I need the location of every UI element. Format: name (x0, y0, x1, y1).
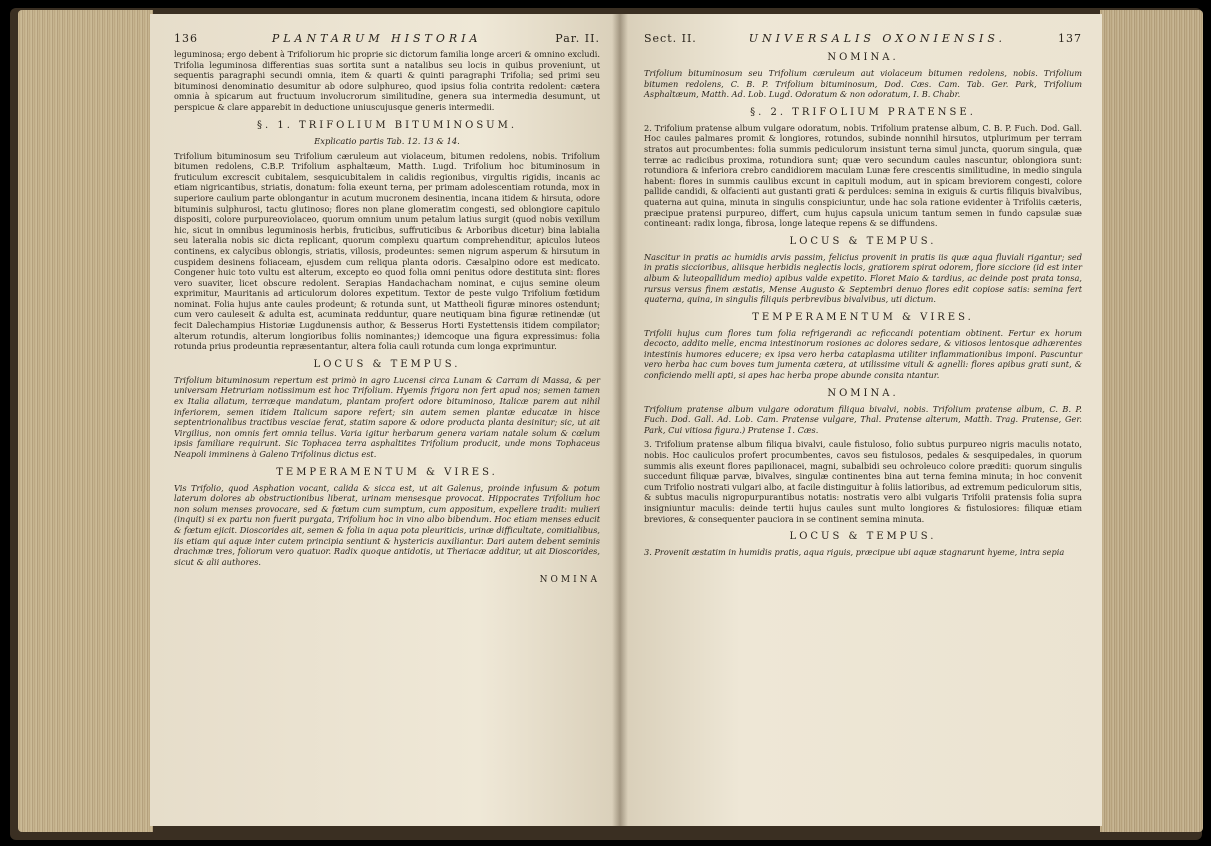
locus-heading-right: LOCUS & TEMPUS. (789, 235, 937, 247)
section-heading-1: §. 1. TRIFOLIUM BITUMINOSUM. (256, 119, 518, 131)
right-running-title: UNIVERSALIS OXONIENSIS. (748, 32, 1007, 45)
paragraph-3: 3. Trifolium pratense album filiqua bivalvi, caule fistuloso, folio subtus purpureo nigris maculis notato, nobis. Hoc cauliculos profert procumbentes, cavos seu fistulosos, pedales & sesquipedales, in quorum summis alis exeunt flores papilionacei, magni, subalbidi seu ochroleuco colore præditi: quorum singulis succedunt filiquæ parvæ, bivalves, singulæ continentes bina aut terna femina minuta; in hoc convenit cum Trifolio nostrati vulgari albo, at facile distinguitur à foliis latioribus, ad extremum pediculorum sitis, & subtus maculis nigropurpurantibus notatis: nostratis vero albi vulgaris Trifolii pratensis folia supra insigniuntur maculis: deinde tertii hujus caules sunt multo longiores & fistulosiores: filiquæ etiam breviores, & consequenter pauciora in se continent semina minuta. (644, 439, 1082, 524)
gutter-shadow (612, 14, 628, 826)
page-edges-right (1100, 10, 1203, 832)
right-running-head (644, 32, 1082, 45)
locus-heading-3: LOCUS & TEMPUS. (789, 531, 937, 543)
section-heading-2: §. 2. TRIFOLIUM PRATENSE. (750, 106, 976, 118)
left-running-title: PLANTARUM HISTORIA (271, 32, 482, 45)
nomina-text-1: Trifolium bituminosum seu Trifolium cæruleum aut violaceum bitumen redolens, nobis. Trifolium bitumen redolens, C. B. P. Trifolium bituminosum, Dod. Cæs. Cam. Tab. Ger. Park, Trifolium Asphaltæum, Matth. Ad. Lob. Lugd. Odoratum & non odoratum, I. B. Chabr. (644, 68, 1082, 100)
paragraph-1: Trifolium bituminosum seu Trifolium cæruleum aut violaceum, bitumen redolens, nobis. Trifolium bitumen redolens, C.B.P. Trifolium asphaltæum, Matth. Lugd. Trifolium hoc bituminosum in fruticulum excrescit cubitalem, sesquicubitalem in calidis regionibus, virgultis rigidis, incanis ac etiam nigricantibus, striatis, donatum: folia exeunt terna, per primam adolescentiam rotunda, mox in superiore caulium parte oblongantur in acutum mucronem desinentia, incana itidem & hirsuta, odore bituminis sulphurosi, tactu glutinoso; flores non plane glomeratim congesti, sed oblongiore capitulo dispositi, colore purpureoviolaceo, quorum omnium unum petalum latius surgit (quod nobis vexillum hic, sicut in omnibus leguminosis herbis, fruticibus, suffruticibus & Arboribus dicetur) bina labialia seu lateralia nobis sic dicta replicant, quorum complexu quartum comprehenditur, apiculos luteos continens, ex calycibus oblongis, striatis, villosis, prodeuntes: semen nigrum asperum & hirsutum in cuspidem desinens foliaceam, ejusdem cum reliqua planta odoris. Cæsalpino odore est medicato. Congener huic toto vultu est alterum, excepto eo quod folia omni penitus odore destituta sint: flores vero suaviter, licet obscure redolent. Serapias Handachacham nominat, e cujus semine oleum exprimitur, Mauritanis ad articulorum dolores expetitum. Textor de peste vulgo Trifolium fœtidum nominat. Folia hujus ante caules prodeunt; & rotunda sunt, ut Mattheoli figuræ minores ostendunt; cum vero cauleseit & adulta est, acuminata redduntur, quare neutiquam bina figuræ retinendæ (ut fecit Dalechampius Historiæ Lugdunensis author, & Besserus Horti Eystettensis itidem compilator; alterum rotundis, alterum longioribus foliis nominantes;) idemcoque una figura expressimus: folia rotunda prius prodeuntia repræsentantur, altera folia cauli rotunda cum longa exprimuntur. (174, 150, 600, 352)
locus-text-right: Nascitur in pratis ac humidis arvis passim, felicius provenit in pratis iis quæ aqua fluviali rigantur; sed in pratis siccioribus, aliisque herbidis neglectis locis, gratiorem spirat odorem, flore sicciore (id est inter album & luteopallidum medio) apibus valde expetito. Floret Maio & tardius, ac deinde post prata tonsa, rursus versus finem æstatis, Mense Augusto & Septembri denuo flores edit copiose satis: semina fert quaterna, quina, in singulis filiquis perbrevibus bivalvibus, uti dictum. (644, 251, 1082, 305)
section-text-2: 2. Trifolium pratense album vulgare odoratum, nobis. Trifolium pratense album, C. B. P. Fuch. Dod. Gall. Hoc caules palmares promit & longiores, rotundos, subinde nonnihil hirsutos, utplurimum per terram stratos aut procumbentes: folia summis pediculorum insistunt terna simul juncta, quorum singula, quæ terræ ac radicibus proxima, rotundiora sunt; quæ vero secundum caules nascuntur, oblongiora sunt: rotundiora & inferiora crebro candidiorem maculam Lunæ fere crescentis similitudine, in medio singula habent: flores in summis caulibus excunt in capituli modum, aut in spicam breviorem congesti, colore pallide candidi, & olfacienti aut gustanti grati & perdulces: semina in exiguis & curtis filiquis bivalvibus, quaterna aut quina, minuta in singulis conspiciuntur, unde hac sola ratione evidenter à Trifoliis cæteris, præcipue pratensi purpureo, differt, cum hujus capsula unicum tantum semen in fundo capsulæ suæ contineant: radix longa, fibrosa, longe lateque repens & se diffundens. (644, 122, 1082, 229)
locus-text-left: Trifolium bituminosum repertum est primò in agro Lucensi circa Lunam & Carram di Massa, & per universam Hetruriam notissimum est hoc Trifolium. Hyemis frigora non fert apud nos; semen tamen ex Italia allatum, terræque mandatum, plantam profert odore bituminoso, Italicæ parem aut nihil inferiorem, semen itidem Italicum sapore refert; sin autem semen plantæ educatæ in hisce septentrionalibus tractibus vesciae ferat, statim sapore & odore producta planta desinitur; sic, ut ait Virgilius, non omnis fert omnia tellus. Varia igitur herbarum genera variam natale solum & cœlum ipsis familiare requirunt. Sic Tophacea terra asphaltites Trifolium producit, unde mons Tophaceus Neapoli imminens à Galeno Trifolinus dictus est. (174, 374, 600, 459)
right-section: Sect. II. (644, 32, 697, 45)
nomina-heading-1: NOMINA. (827, 52, 899, 63)
left-page-number: 136 (174, 32, 198, 45)
left-running-head (174, 32, 600, 45)
locus-text-3: 3. Provenit æstatim in humidis pratis, aqua riguis, præcipue ubi aquæ stagnarunt hyeme, intra sepia (644, 547, 1065, 558)
temperamentum-heading-right: TEMPERAMENTUM & VIRES. (752, 311, 974, 323)
nomina-heading-2: NOMINA. (827, 387, 899, 399)
page-edges-left (18, 10, 153, 832)
temperamentum-heading-left: TEMPERAMENTUM & VIRES. (276, 466, 498, 478)
right-page (620, 14, 1102, 826)
nomina-text-2: Trifolium pratense album vulgare odoratum filiqua bivalvi, nobis. Trifolium pratense album, C. B. P. Fuch. Dod. Gall. Ad. Lob. Cam. Pratense vulgare, Thal. Pratense alterum, Matth. Trag. Pratense, Ger. Park, Cui vitiosa figura.) Pratense 1. Cæs. (644, 403, 1082, 435)
left-part: Par. II. (555, 32, 600, 45)
temperamentum-text-right: Trifolii hujus cum flores tum folia refrigerandi ac reficcandi potentiam obtinent. Fertur ex horum decocto, addito melle, encma intestinorum rosiones ac dolores sedare, & vitiosos lentosque adhærentes intestinis humores educere; ex ipsa vero herba cataplasma utiliter inflammationibus imponi. Pascuntur vero herba hac cum boves tum jumenta cætera, at utilissime vituli & agnelli: flores apibus grati sunt, & conficiendo melli apti, si apes hac herba prope abunde consita ntantur. (644, 327, 1082, 381)
locus-heading-left: LOCUS & TEMPUS. (313, 358, 461, 370)
temperamentum-text-left: Vis Trifolio, quod Asphation vocant, calida & sicca est, ut ait Galenus, proinde infusum & potum laterum dolores ab obstructionibus liberat, urinam mensesque provocat. Hippocrates Trifolium hoc non solum menses provocare, sed & fœtum cum sumptum, cum appositum, expellere tradit: mulieri (inquit) si ex partu non fuerit purgata, Trifolium hoc in vino albo bibendum. Hoc etiam menses educit & fœtum ejicit. Dioscorides ait, semen & folia in aqua pota pleuriticis, urinæ difficultate, comitialibus, iis etiam qui aquæ inter cutem principia sentiunt & hystericis auxiliantur. Dari autem debent seminis drachmæ tres, foliorum vero quatuor. Radix quoque antidotis, ut Theriacæ additur, ut ait Dioscorides, sicut & alii authores. (174, 482, 600, 567)
intro-paragraph: leguminosa; ergo debent à Trifoliorum hic proprie sic dictorum familia longe arceri & omnino excludi. Trifolia leguminosa differentias suas sortita sunt a natalibus seu locis in quibus proveniunt, ut sequentis paragraphi secundi omnia, item & quarti & quinti paragraphi Trifolia; sed primi seu bituminosi denominatio desumitur ab odore sulphureo, quod ipsius folia contrita redolent: cætera omnia à spicarum aut fructuum involucrorum similitudine, genera sua intermedia desumunt, ut perspicue & clare apparebit in deductione uniuscujusque generis intermedii. (174, 49, 600, 112)
catchword: NOMINA (539, 575, 600, 586)
right-page-number: 137 (1057, 32, 1082, 45)
left-page (150, 14, 620, 826)
explicatio-line: Explicatio partis Tab. 12. 13 & 14. (314, 135, 460, 146)
